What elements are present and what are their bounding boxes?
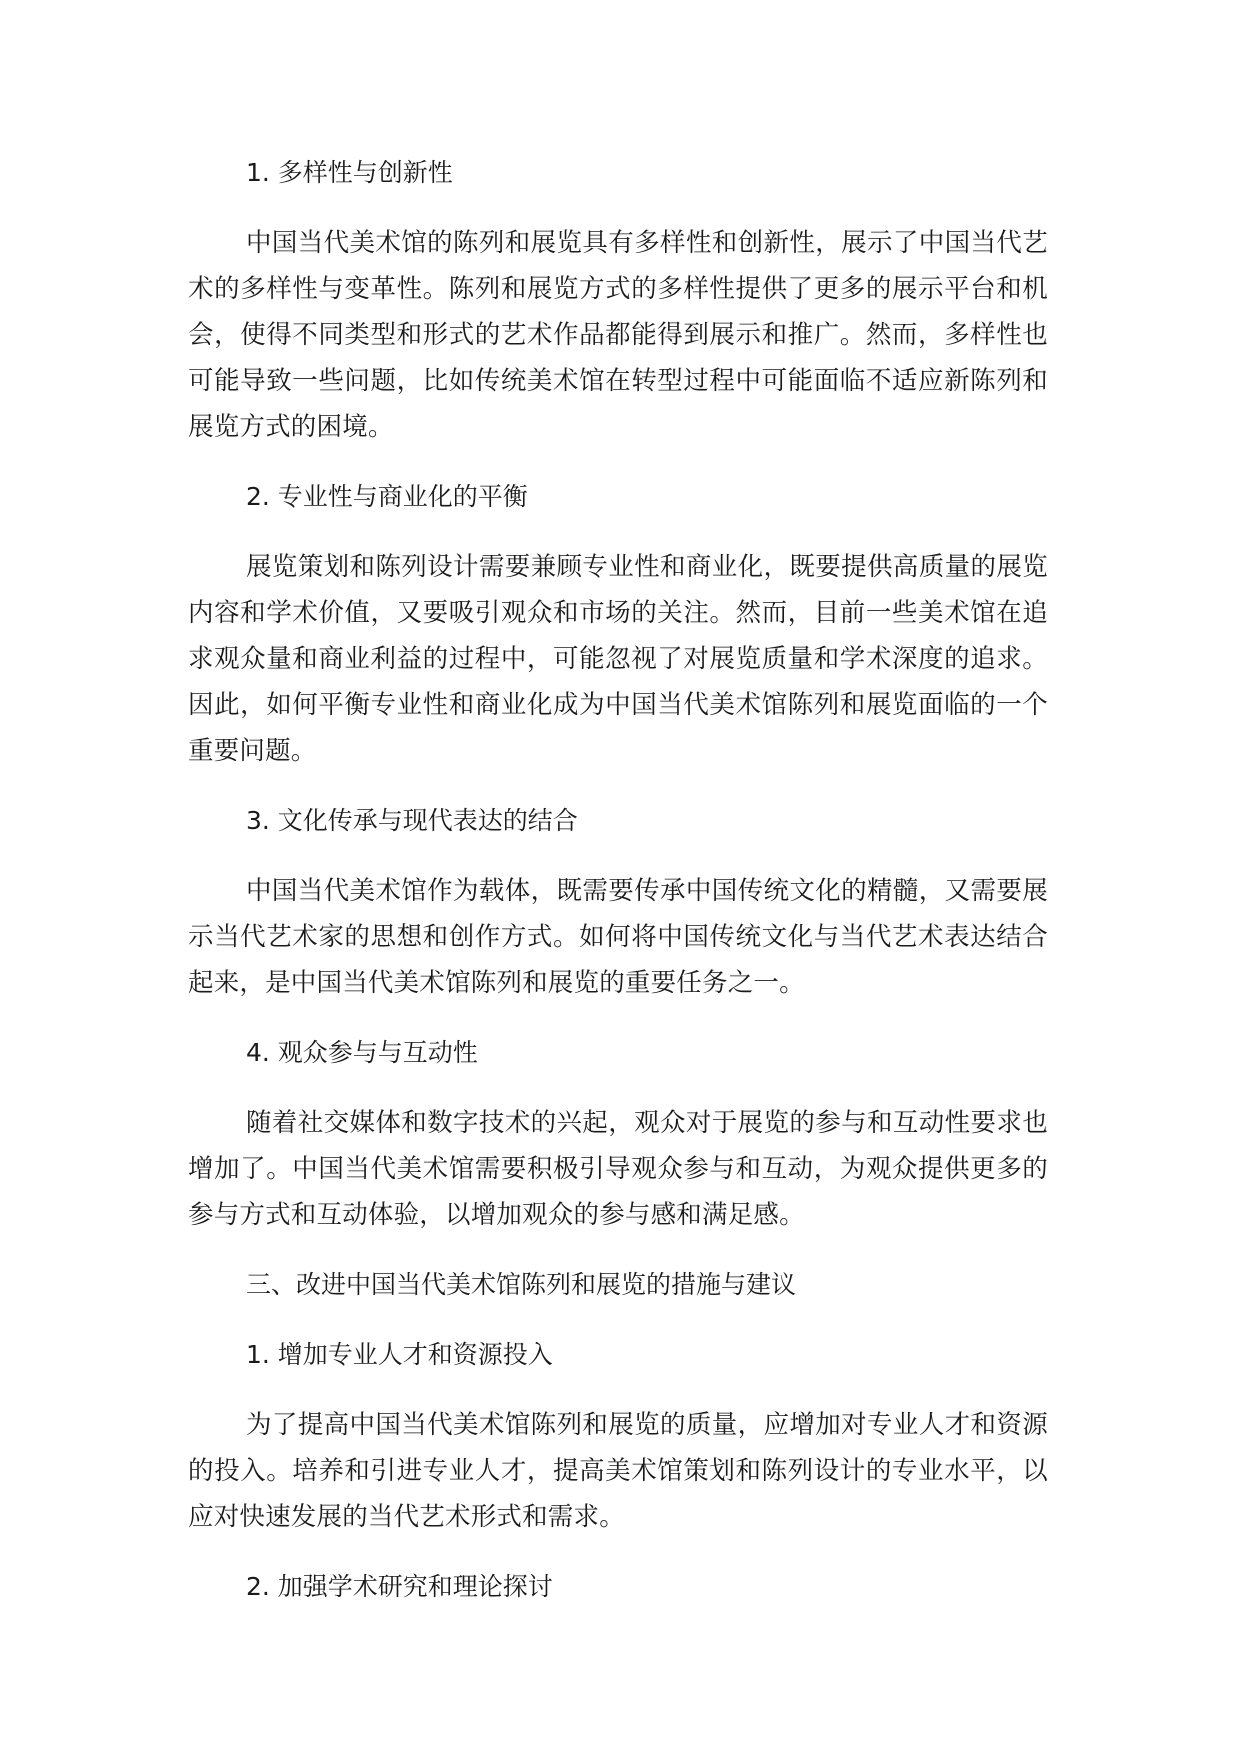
paragraph-diversity: 中国当代美术馆的陈列和展览具有多样性和创新性，展示了中国当代艺术的多样性与变革性。陈列和展览方式的多样性提供了更多的展示平台和机会，使得不同类型和形式的艺术作品都能得到展示和推广。然而，多样性也可能导致一些问题，比如传统美术馆在转型过程中可能面临不适应新陈列和展览方式的困境。 (188, 228, 1048, 442)
subheading-diversity: 1. 多样性与创新性 (246, 158, 453, 187)
paragraph-professional-commercial: 展览策划和陈列设计需要兼顾专业性和商业化，既要提供高质量的展览内容和学术价值，又要吸引观众和市场的关注。然而，目前一些美术馆在追求观众量和商业利益的过程中，可能忽视了对展览质量和学术深度的追求。因此，如何平衡专业性和商业化成为中国当代美术馆陈列和展览面临的一个重要问题。 (188, 552, 1048, 766)
section-heading-measures: 三、改进中国当代美术馆陈列和展览的措施与建议 (246, 1270, 797, 1299)
paragraph-talent-resources: 为了提高中国当代美术馆陈列和展览的质量，应增加对专业人才和资源的投入。培养和引进专业人才，提高美术馆策划和陈列设计的专业水平，以应对快速发展的当代艺术形式和需求。 (188, 1410, 1048, 1532)
subheading-audience-interaction: 4. 观众参与与互动性 (246, 1038, 478, 1067)
subheading-culture-heritage: 3. 文化传承与现代表达的结合 (246, 806, 578, 835)
paragraph-culture-heritage: 中国当代美术馆作为载体，既需要传承中国传统文化的精髓，又需要展示当代艺术家的思想和创作方式。如何将中国传统文化与当代艺术表达结合起来，是中国当代美术馆陈列和展览的重要任务之一。 (188, 876, 1048, 998)
subheading-professional-commercial: 2. 专业性与商业化的平衡 (246, 482, 528, 511)
document-body (188, 150, 1048, 1634)
subheading-talent-resources: 1. 增加专业人才和资源投入 (246, 1340, 553, 1369)
paragraph-audience-interaction: 随着社交媒体和数字技术的兴起，观众对于展览的参与和互动性要求也增加了。中国当代美术馆需要积极引导观众参与和互动，为观众提供更多的参与方式和互动体验，以增加观众的参与感和满足感。 (188, 1108, 1048, 1230)
subheading-academic-research: 2. 加强学术研究和理论探讨 (246, 1572, 553, 1601)
